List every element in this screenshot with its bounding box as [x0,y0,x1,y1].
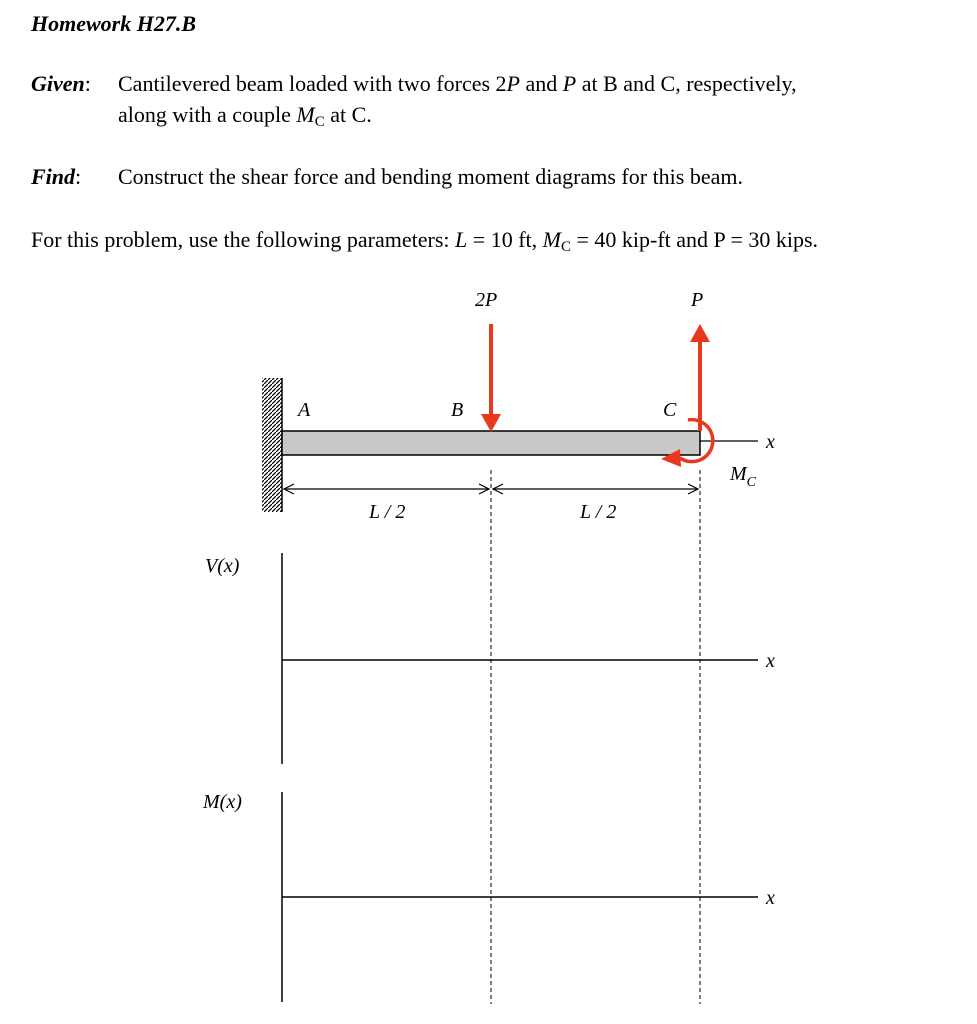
moment-diagram-x-label: x [766,887,775,909]
point-b-label: B [451,399,464,421]
dimension-line-1 [284,484,489,494]
given-label: Given: [31,71,91,96]
force-2p-arrowhead [481,414,501,432]
fixed-support-wall [262,378,282,512]
find-label: Find: [31,164,82,189]
couple-mc-label: $M_C$ [730,463,757,490]
dimension-line-2 [493,484,698,494]
force-p-label: P [691,289,704,311]
moment-diagram-label: M(x) [203,791,242,813]
shear-diagram-x-label: x [766,650,775,672]
find-text: Construct the shear force and bending moment diagrams for this beam. [118,164,743,189]
shear-diagram-label: V(x) [205,555,240,577]
dimension-label-2: L / 2 [580,501,617,523]
point-c-label: C [663,399,677,421]
dimension-label-1: L / 2 [369,501,406,523]
point-a-label: A [298,399,311,421]
beam [282,431,700,455]
force-2p-label: 2P [475,289,498,311]
beam-x-axis-label: x [766,431,775,453]
given-text-line-1: Cantilevered beam loaded with two forces 2P and P at B and C, respectively, [118,71,797,96]
force-p-arrowhead [690,324,710,342]
homework-title: Homework H27.B [31,11,197,36]
parameters-text: For this problem, use the following parameters: L = 10 ft, $M_C = 40$ kip-ft and P = 30 kips. [31,227,819,255]
given-text-line-2: along with a couple $M_C$ at C. [118,102,372,130]
